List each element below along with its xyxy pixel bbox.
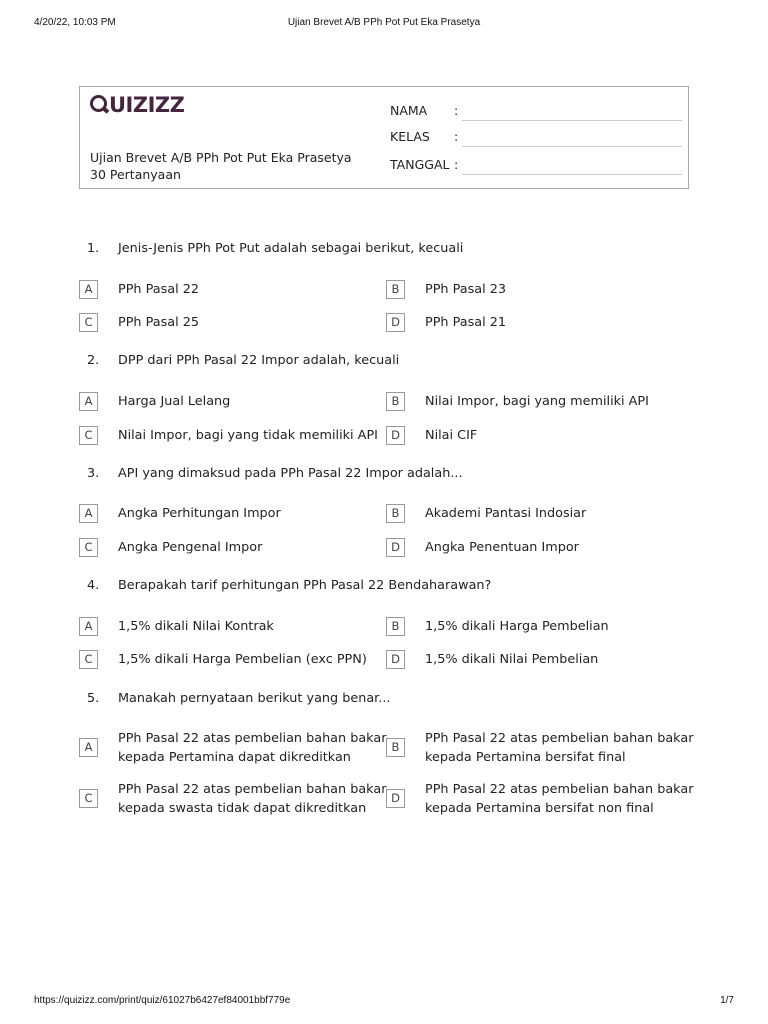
option-text: 1,5% dikali Nilai Pembelian bbox=[425, 652, 599, 667]
option-letter-box: D bbox=[386, 789, 405, 808]
option-letter-box: C bbox=[79, 789, 98, 808]
question-text: DPP dari PPh Pasal 22 Impor adalah, kecuali bbox=[118, 353, 400, 368]
question-number: 5. bbox=[87, 691, 100, 706]
option-text: PPh Pasal 25 bbox=[118, 315, 200, 330]
option-text: 1,5% dikali Harga Pembelian (exc PPN) bbox=[118, 652, 367, 667]
question-text: Jenis-Jenis PPh Pot Put adalah sebagai berikut, kecuali bbox=[118, 241, 464, 256]
question-number: 4. bbox=[87, 578, 100, 593]
quiz-header-box bbox=[79, 86, 689, 189]
q5-option-d[interactable] bbox=[386, 780, 694, 820]
option-letter-box: B bbox=[386, 617, 405, 636]
option-letter-box: D bbox=[386, 426, 405, 445]
question-count: 30 Pertanyaan bbox=[90, 167, 181, 182]
print-footer bbox=[34, 995, 734, 1009]
option-text: PPh Pasal 22 atas pembelian bahan bakar kepada Pertamina dapat dikreditkan bbox=[118, 731, 387, 765]
option-text: Angka Pengenal Impor bbox=[118, 540, 263, 555]
option-text: 1,5% dikali Harga Pembelian bbox=[425, 619, 609, 634]
option-text: PPh Pasal 22 atas pembelian bahan bakar kepada Pertamina bersifat non final bbox=[425, 782, 694, 816]
question-4 bbox=[87, 578, 687, 598]
option-text: Nilai Impor, bagi yang tidak memiliki API bbox=[118, 428, 378, 443]
option-letter-box: A bbox=[79, 504, 98, 523]
question-number: 3. bbox=[87, 466, 100, 481]
question-number: 2. bbox=[87, 353, 100, 368]
option-letter-box: C bbox=[79, 538, 98, 557]
option-letter-box: C bbox=[79, 426, 98, 445]
option-letter-box: A bbox=[79, 280, 98, 299]
option-text: PPh Pasal 21 bbox=[425, 315, 507, 330]
option-text: 1,5% dikali Nilai Kontrak bbox=[118, 619, 274, 634]
question-5 bbox=[87, 691, 687, 711]
print-date-time: 4/20/22, 10:03 PM bbox=[34, 17, 116, 28]
class-field-label: KELAS bbox=[390, 129, 430, 144]
option-letter-box: A bbox=[79, 617, 98, 636]
option-letter-box: D bbox=[386, 313, 405, 332]
option-letter-box: A bbox=[79, 392, 98, 411]
question-1 bbox=[87, 241, 687, 261]
question-number: 1. bbox=[87, 241, 100, 256]
print-header bbox=[34, 17, 734, 31]
option-letter-box: B bbox=[386, 392, 405, 411]
option-letter-box: D bbox=[386, 650, 405, 669]
option-letter-box: B bbox=[386, 280, 405, 299]
question-2 bbox=[87, 353, 687, 373]
option-text: Nilai CIF bbox=[425, 428, 478, 443]
quizizz-logo bbox=[90, 93, 185, 119]
option-text: PPh Pasal 23 bbox=[425, 282, 507, 297]
quiz-title: Ujian Brevet A/B PPh Pot Put Eka Prasetya bbox=[90, 150, 352, 165]
question-text: Berapakah tarif perhitungan PPh Pasal 22 Bendaharawan? bbox=[118, 578, 492, 593]
date-field-line[interactable] bbox=[462, 174, 682, 175]
question-3 bbox=[87, 466, 687, 486]
option-text: PPh Pasal 22 bbox=[118, 282, 200, 297]
q5-option-c[interactable] bbox=[79, 780, 387, 820]
option-letter-box: C bbox=[79, 650, 98, 669]
option-text: Akademi Pantasi Indosiar bbox=[425, 506, 587, 521]
logo-text: UIZIZZ bbox=[109, 93, 185, 117]
option-text: PPh Pasal 22 atas pembelian bahan bakar kepada Pertamina bersifat final bbox=[425, 731, 694, 765]
page-number: 1/7 bbox=[720, 995, 734, 1006]
option-text: Harga Jual Lelang bbox=[118, 394, 231, 409]
name-field[interactable]: NAMA : bbox=[390, 103, 682, 123]
option-text: Angka Perhitungan Impor bbox=[118, 506, 281, 521]
class-field-line[interactable] bbox=[462, 146, 682, 147]
date-field-label: TANGGAL bbox=[390, 157, 450, 172]
option-text: Nilai Impor, bagi yang memiliki API bbox=[425, 394, 649, 409]
name-field-line[interactable] bbox=[462, 120, 682, 121]
question-text: Manakah pernyataan berikut yang benar... bbox=[118, 691, 391, 706]
option-letter-box: A bbox=[79, 738, 98, 757]
name-field-label: NAMA bbox=[390, 103, 428, 118]
print-url[interactable]: https://quizizz.com/print/quiz/61027b6427ef84001bbf779e bbox=[34, 995, 291, 1006]
option-text: PPh Pasal 22 atas pembelian bahan bakar kepada swasta tidak dapat dikreditkan bbox=[118, 782, 387, 816]
q5-option-b[interactable] bbox=[386, 729, 694, 769]
date-field[interactable]: TANGGAL : bbox=[390, 157, 682, 177]
class-field[interactable]: KELAS : bbox=[390, 129, 682, 149]
option-text: Angka Penentuan Impor bbox=[425, 540, 579, 555]
option-letter-box: B bbox=[386, 738, 405, 757]
option-letter-box: D bbox=[386, 538, 405, 557]
question-text: API yang dimaksud pada PPh Pasal 22 Impor adalah... bbox=[118, 466, 463, 481]
option-letter-box: C bbox=[79, 313, 98, 332]
print-document-title: Ujian Brevet A/B PPh Pot Put Eka Prasetya bbox=[287, 17, 481, 28]
q5-option-a[interactable] bbox=[79, 729, 387, 769]
option-letter-box: B bbox=[386, 504, 405, 523]
